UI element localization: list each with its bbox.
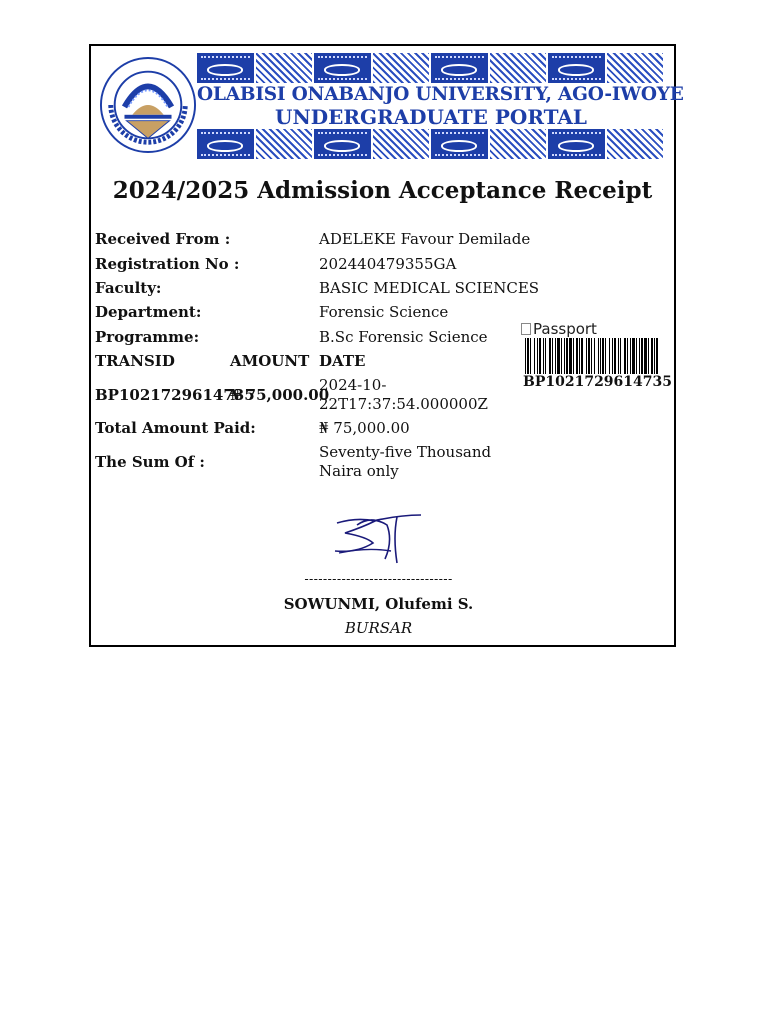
transid-value: BP1021729614735 xyxy=(95,386,255,404)
faculty-value: BASIC MEDICAL SCIENCES xyxy=(319,279,540,297)
date-value-line1: 2024-10- xyxy=(319,376,387,394)
receipt-title: 2024/2025 Admission Acceptance Receipt xyxy=(112,177,653,204)
received-from-value: ADELEKE Favour Demilade xyxy=(319,230,531,248)
signature-line: -------------------------------- xyxy=(304,572,453,586)
barcode xyxy=(524,338,660,374)
registration-no-value: 202440479355GA xyxy=(319,255,457,273)
acceptance-receipt xyxy=(89,44,684,647)
received-from-label: Received From : xyxy=(95,230,231,248)
sum-of-label: The Sum Of : xyxy=(95,453,205,471)
amount-header: AMOUNT xyxy=(230,352,310,370)
total-paid-label: Total Amount Paid: xyxy=(95,419,256,437)
header-pattern-top xyxy=(197,53,665,83)
date-header: DATE xyxy=(319,352,366,370)
signatory-name: SOWUNMI, Olufemi S. xyxy=(283,595,474,613)
passport-alt-text: Passport xyxy=(533,320,597,338)
registration-no-label: Registration No : xyxy=(95,255,240,273)
programme-label: Programme: xyxy=(95,328,200,346)
bursar-signature xyxy=(327,511,427,566)
university-name: OLABISI ONABANJO UNIVERSITY, AGO-IWOYE xyxy=(197,84,684,105)
sum-of-value-line2: Naira only xyxy=(319,462,399,480)
passport-image xyxy=(521,320,597,338)
amount-value: ₦ 75,000.00 xyxy=(230,386,330,404)
department-label: Department: xyxy=(95,303,202,321)
barcode-text: BP1021729614735 xyxy=(523,374,672,390)
signatory-role: BURSAR xyxy=(344,619,413,637)
programme-value: B.Sc Forensic Science xyxy=(319,328,488,346)
sum-of-value-line1: Seventy-five Thousand xyxy=(319,443,492,461)
broken-image-icon xyxy=(521,323,531,335)
date-value-line2: 22T17:37:54.000000Z xyxy=(319,395,488,413)
total-paid-value: ₦ 75,000.00 xyxy=(319,419,410,437)
university-logo xyxy=(99,56,197,154)
faculty-label: Faculty: xyxy=(95,279,162,297)
department-value: Forensic Science xyxy=(319,303,449,321)
transid-header: TRANSID xyxy=(95,352,175,370)
header-pattern-bottom xyxy=(197,129,665,159)
portal-name: UNDERGRADUATE PORTAL xyxy=(275,105,587,129)
